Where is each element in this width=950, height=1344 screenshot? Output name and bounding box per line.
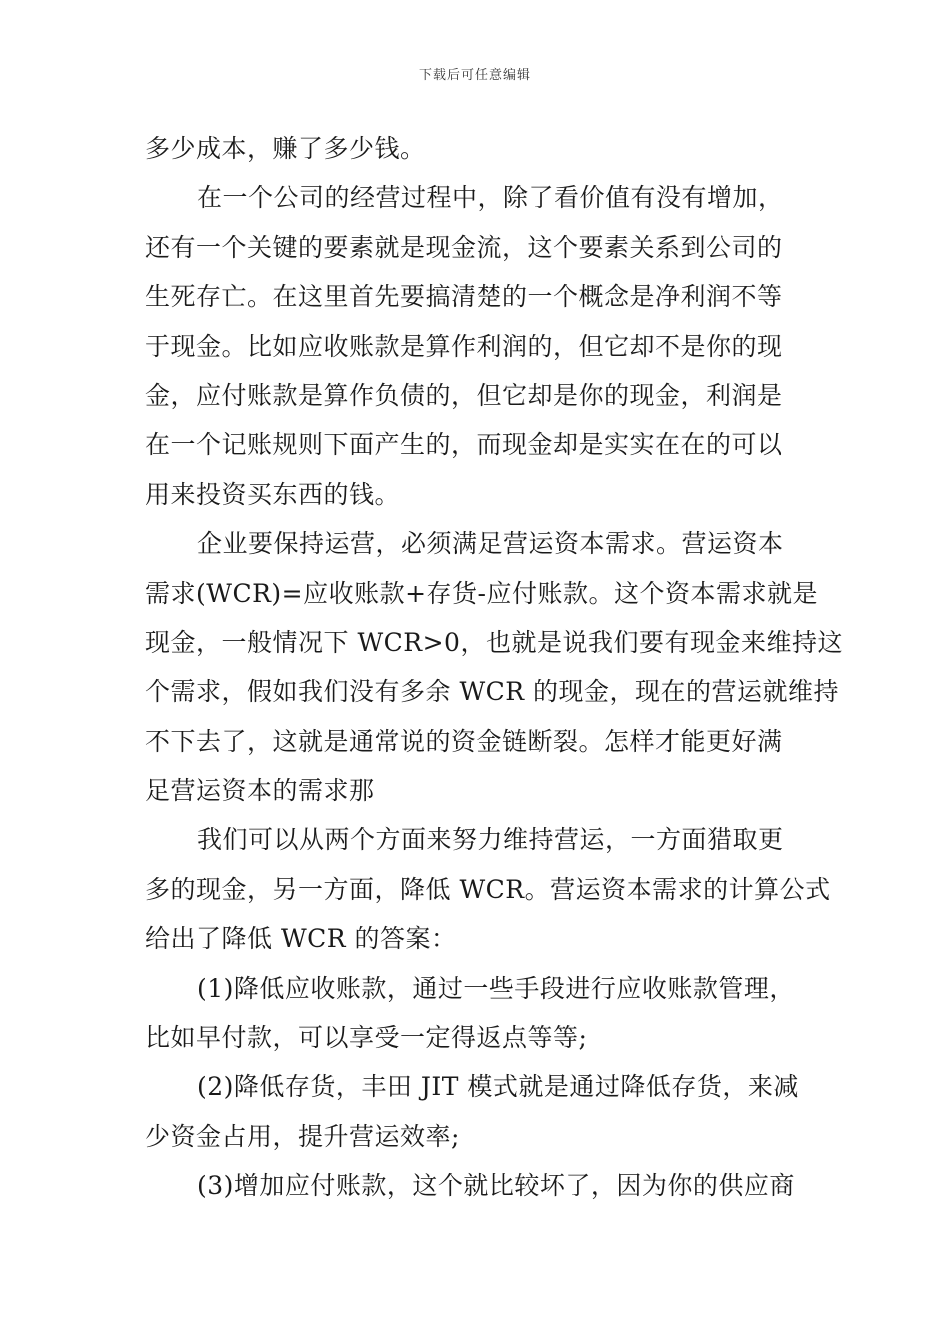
- text-line: 个需求，假如我们没有多余 WCR 的现金，现在的营运就维持: [145, 677, 840, 707]
- page-header: 下载后可任意编辑: [418, 68, 531, 83]
- text-line: 金，应付账款是算作负债的，但它却是你的现金，利润是: [145, 380, 783, 410]
- text-line: 少资金占用，提升营运效率;: [145, 1121, 460, 1151]
- text-line: 现金，一般情况下 WCR>0，也就是说我们要有现金来维持这: [145, 627, 843, 657]
- text-line: 还有一个关键的要素就是现金流，这个要素关系到公司的: [145, 232, 783, 262]
- text-line: (1)降低应收账款，通过一些手段进行应收账款管理，: [197, 973, 795, 1003]
- text-line: (3)增加应付账款，这个就比较坏了，因为你的供应商: [197, 1171, 795, 1201]
- text-line: 用来投资买东西的钱。: [145, 479, 401, 509]
- text-line: 不下去了，这就是通常说的资金链断裂。怎样才能更好满: [145, 726, 783, 756]
- text-line: 足营运资本的需求那: [145, 776, 375, 806]
- document-body: [145, 124, 843, 1211]
- text-line: 在一个公司的经营过程中，除了看价值有没有增加，: [197, 183, 784, 213]
- text-line: (2)降低存货，丰田 JIT 模式就是通过降低存货，来减: [197, 1072, 799, 1102]
- text-line: 多的现金，另一方面，降低 WCR。营运资本需求的计算公式: [145, 874, 831, 904]
- text-line: 比如早付款，可以享受一定得返点等等;: [145, 1023, 588, 1053]
- text-line: 在一个记账规则下面产生的，而现金却是实实在在的可以: [145, 430, 783, 460]
- text-line: 企业要保持运营，必须满足营运资本需求。营运资本: [197, 529, 784, 559]
- text-line: 需求(WCR)=应收账款+存货-应付账款。这个资本需求就是: [145, 578, 818, 608]
- text-line: 给出了降低 WCR 的答案：: [145, 924, 457, 954]
- text-line: 多少成本，赚了多少钱。: [145, 134, 426, 163]
- text-line: 于现金。比如应收账款是算作利润的，但它却不是你的现: [145, 331, 783, 361]
- text-line: 生死存亡。在这里首先要搞清楚的一个概念是净利润不等: [145, 282, 783, 312]
- text-line: 我们可以从两个方面来努力维持营运，一方面猎取更: [197, 825, 784, 855]
